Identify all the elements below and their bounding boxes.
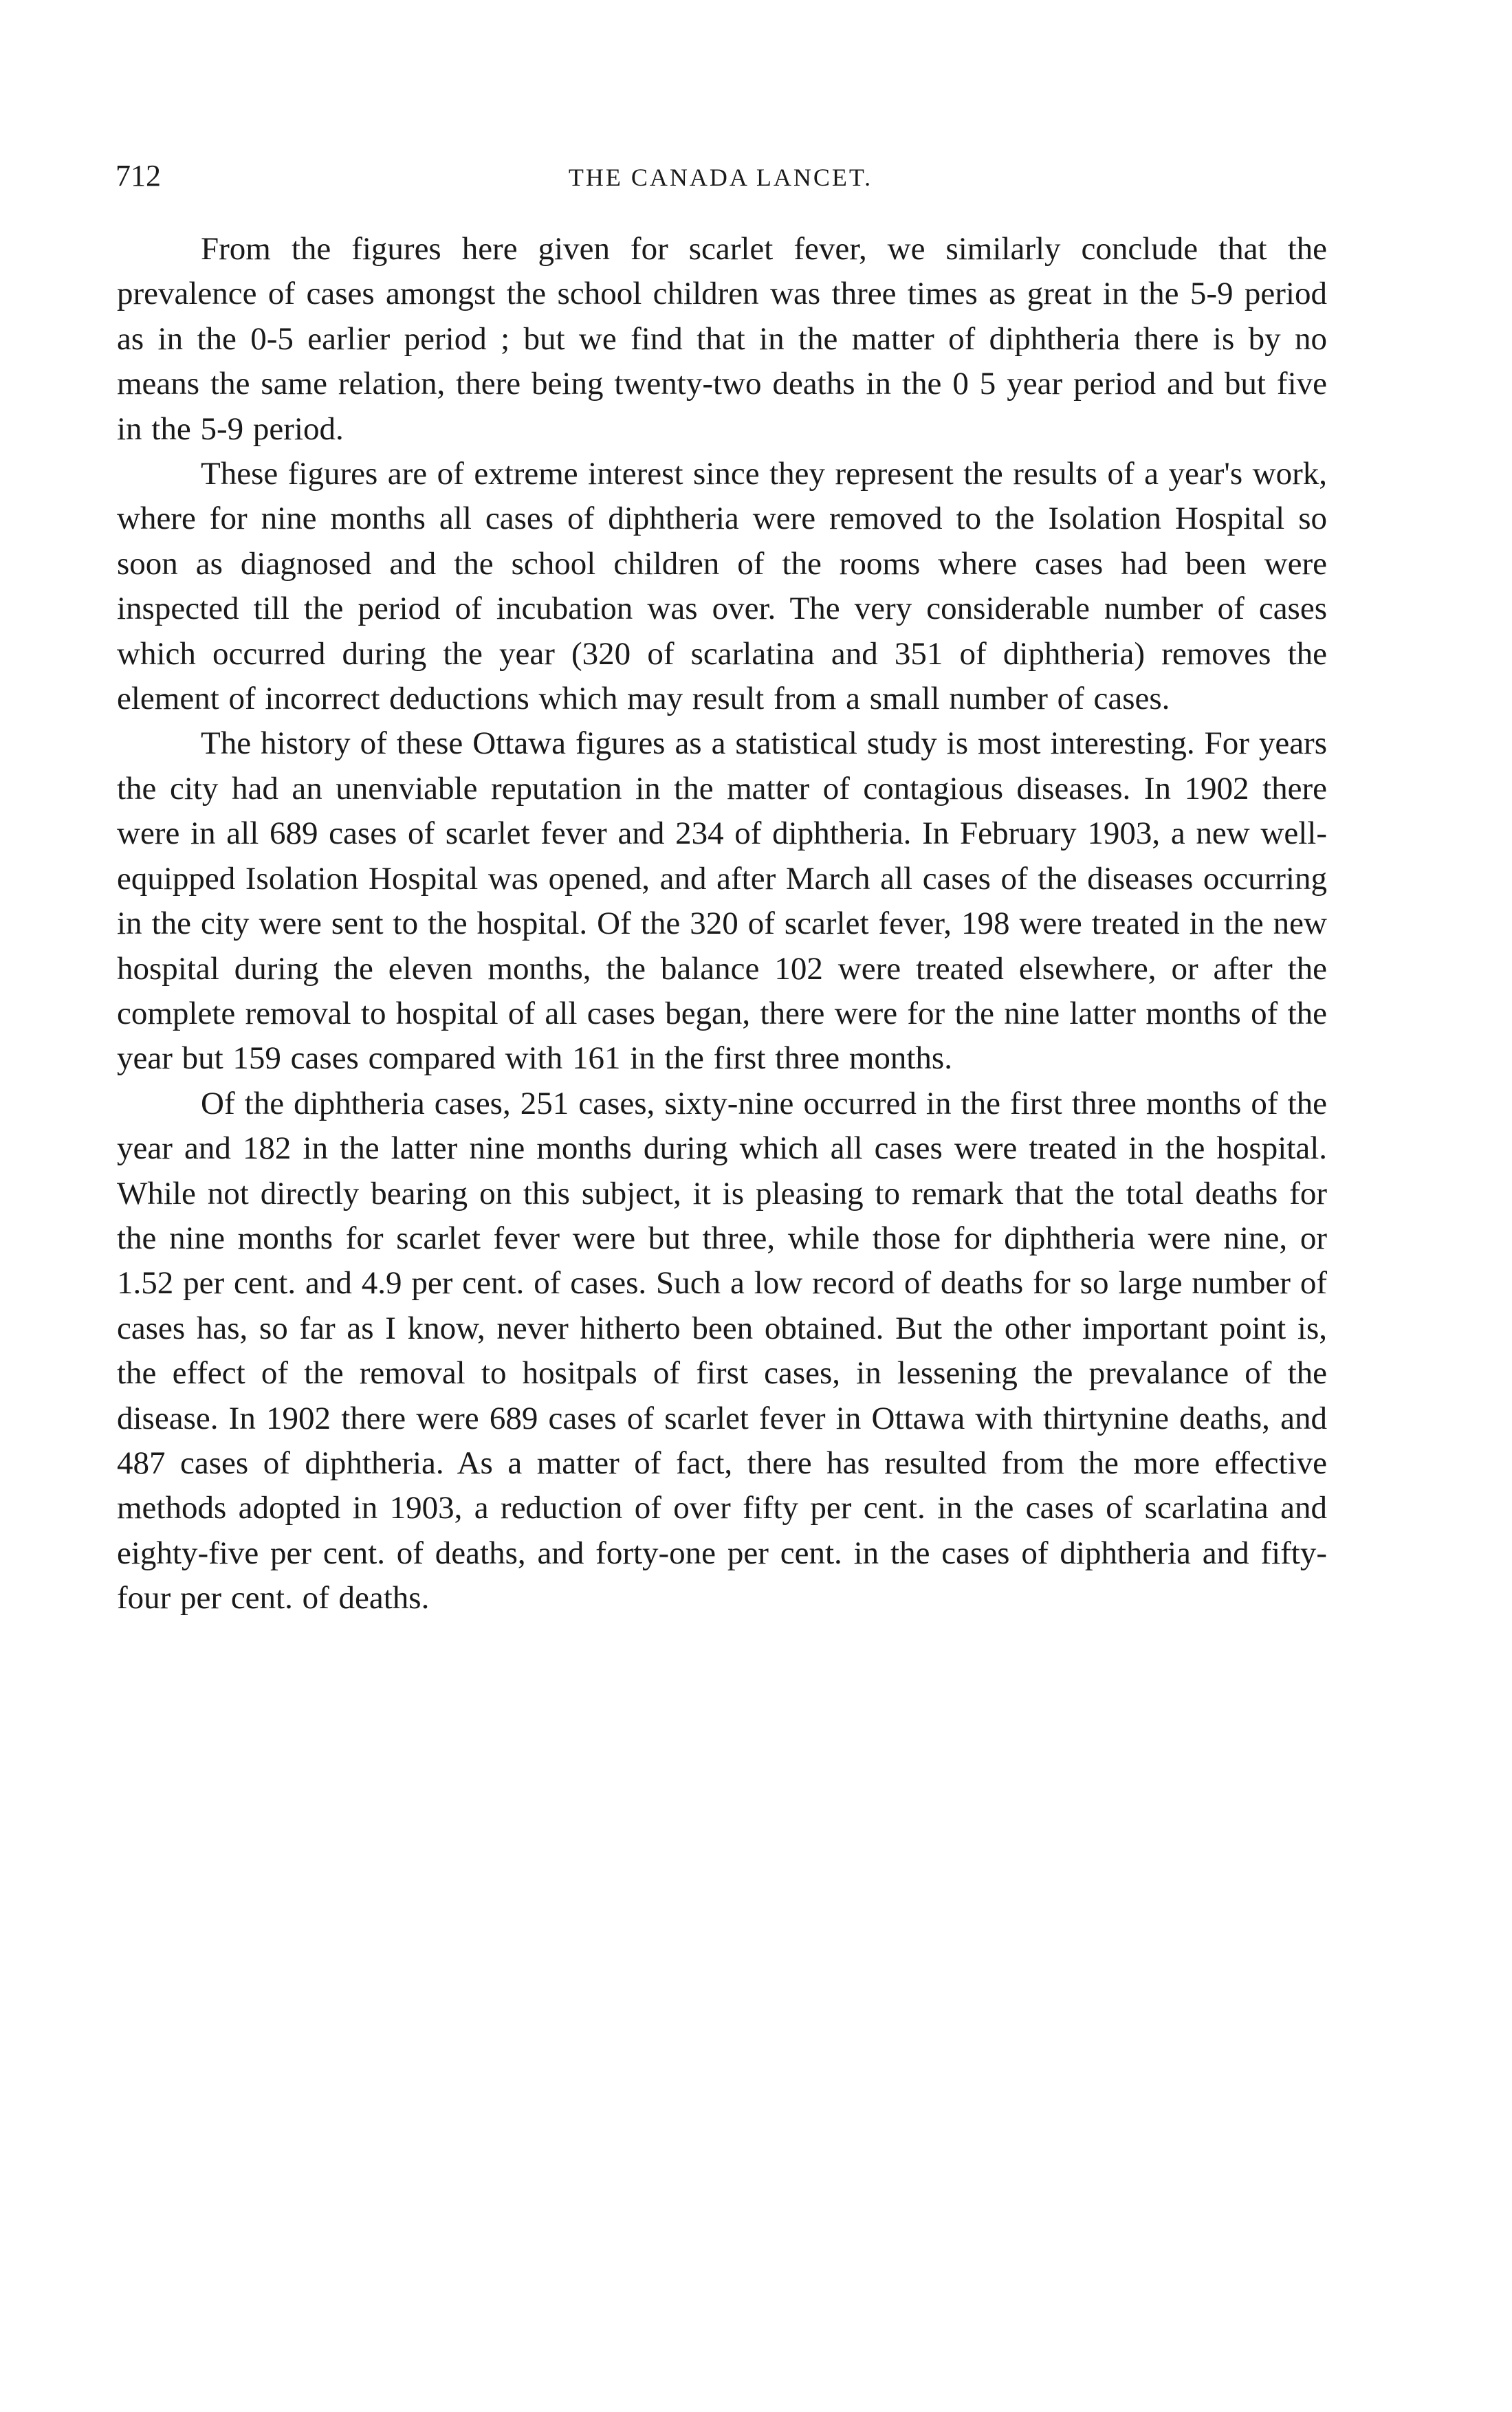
page-number: 712: [116, 159, 161, 193]
page-header: [116, 157, 1326, 205]
body-text: [117, 227, 1327, 1621]
paragraph: From the figures here given for scarlet fever, we similarly conclude that the prevalence of cases amongst the school children was three times as great in the 5-9 period as in the 0-5 earlier period ; but we find that in the matter of diphtheria there is by no means the same relation, there being twenty-two deaths in the 0 5 year period and but five in the 5-9 period.: [117, 231, 1327, 447]
running-head: THE CANADA LANCET.: [568, 164, 873, 191]
paragraph: The history of these Ottawa figures as a statistical study is most interesting. For years the city had an unenviable reputation in the matter of contagious diseases. In 1902 there were in all 689 cases of scarlet fever and 234 of diphtheria. In February 1903, a new well-equipped Isolation Hospital was opened, and after March all cases of the diseases occurring in the city were sent to the hospital. Of the 320 of scarlet fever, 198 were treated in the new hospital during the eleven months, the balance 102 were treated elsewhere, or after the complete removal to hospital of all cases began, there were for the nine latter months of the year but 159 cases compared with 161 in the first three months.: [117, 725, 1327, 1077]
paragraph: Of the diphtheria cases, 251 cases, sixty-nine occurred in the first three months of the year and 182 in the latter nine months during which all cases were treated in the hospital. While not directly bearing on this subject, it is pleasing to remark that the total deaths for the nine months for scarlet fever were but three, while those for diphtheria were nine, or 1.52 per cent. and 4.9 per cent. of cases. Such a low record of deaths for so large number of cases has, so far as I know, never hitherto been obtained. But the other important point is, the effect of the removal to hositpals of first cases, in lessening the prevalance of the disease. In 1902 there were 689 cases of scarlet fever in Ottawa with thirtynine deaths, and 487 cases of diphtheria. As a matter of fact, there has resulted from the more effective methods adopted in 1903, a reduction of over fifty per cent. in the cases of scarlatina and eighty-five per cent. of deaths, and forty-one per cent. in the cases of diphtheria and fifty-four per cent. of deaths.: [117, 1085, 1327, 1616]
paragraph: These figures are of extreme interest since they represent the results of a year's work, where for nine months all cases of diphtheria were removed to the Isolation Hospital so soon as diagnosed and the school children of the rooms where cases had been were inspected till the period of incubation was over. The very considerable number of cases which occurred during the year (320 of scarlatina and 351 of diphtheria) removes the element of incorrect deductions which may result from a small number of cases.: [117, 456, 1327, 717]
